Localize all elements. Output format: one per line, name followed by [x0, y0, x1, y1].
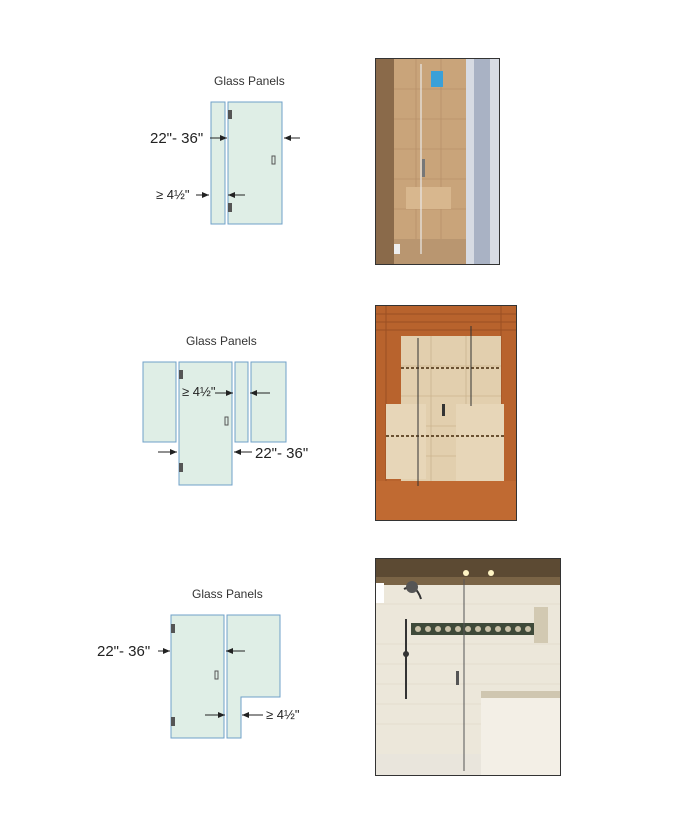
dimension-min-label: ≥ 4½" — [182, 384, 216, 399]
shower-photo-3-image — [376, 559, 560, 775]
hinge — [171, 717, 175, 726]
shower-photo-2 — [375, 305, 517, 521]
shower-photo-1 — [375, 58, 500, 265]
glass-panels-caption: Glass Panels — [192, 587, 263, 601]
shower-photo-2-image — [376, 306, 516, 520]
hinge — [171, 624, 175, 633]
glass-panels-caption: Glass Panels — [214, 74, 285, 88]
dimension-range-label: 22"- 36" — [97, 643, 151, 660]
shower-photo-3 — [375, 558, 561, 776]
dimension-min-label: ≥ 4½" — [266, 707, 300, 722]
dimension-range-label: 22"- 36" — [150, 130, 204, 147]
dimension-min-label: ≥ 4½" — [156, 187, 190, 202]
glass-panels-caption: Glass Panels — [186, 334, 257, 348]
shower-photo-1-image — [376, 59, 499, 264]
glass-door — [171, 615, 224, 738]
dimension-range-label: 22"- 36" — [255, 445, 309, 462]
